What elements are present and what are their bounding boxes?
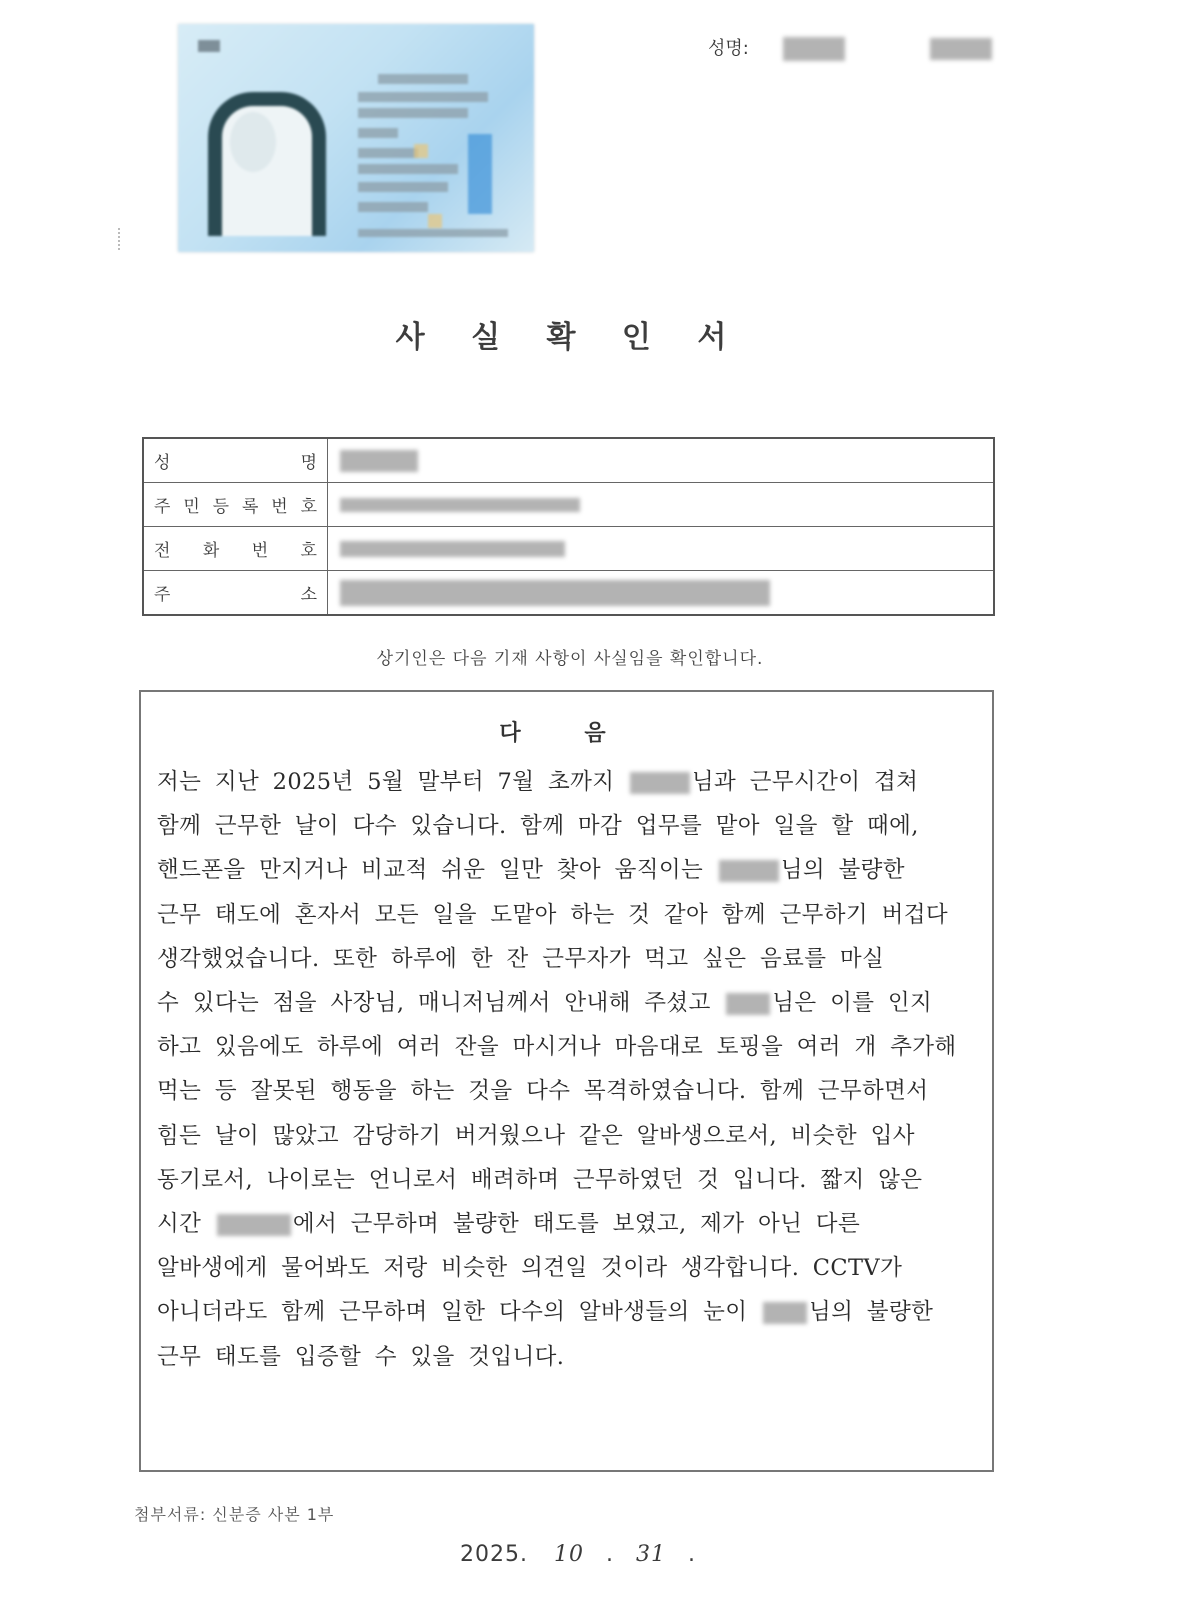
date-year: 2025. [460,1542,528,1567]
value-resident-number [328,483,995,527]
body-heading: 다 음 [499,721,634,746]
top-name-label: 성명: [708,38,749,59]
id-photo-face [230,112,276,172]
redacted-name [719,860,779,882]
value-name [328,438,995,483]
id-card-copy-image [178,24,534,252]
top-name-field [708,34,992,61]
redacted-workplace [217,1214,291,1236]
date-sep: . [605,1542,614,1567]
redacted-signature [930,38,992,60]
confirmation-statement: 상기인은 다음 기재 사항이 사실임을 확인합니다. [376,649,764,669]
label-name: 성 명 [143,438,328,483]
statement-line: 시간 에서 근무하며 불량한 태도를 보였고, 제가 아닌 다른 [157,1211,861,1238]
id-card-tag [198,40,220,52]
label-phone: 전 화 번 호 [143,527,328,571]
statement-line: 근무 태도에 혼자서 모든 일을 도맡아 하는 것 같아 함께 근무하기 버겁다 [157,901,948,928]
label-resident-number: 주 민 등 록 번 호 [143,483,328,527]
table-row-address [143,571,994,616]
redacted-name [763,1302,807,1324]
statement-line: 아니더라도 함께 근무하며 일한 다수의 알바생들의 눈이 님의 불량한 [157,1299,934,1326]
table-row-phone [143,527,994,571]
statement-line: 동기로서, 나이로는 언니로서 배려하며 근무하였던 것 입니다. 짧지 않은 [157,1166,923,1193]
statement-line: 핸드폰을 만지거나 비교적 쉬운 일만 찾아 움직이는 님의 불량한 [157,857,905,884]
statement-line: 수 있다는 점을 사장님, 매니저님께서 안내해 주셨고 님은 이를 인지 [157,990,933,1017]
statement-line: 알바생에게 물어봐도 저랑 비슷한 의견일 것이라 생각합니다. CCTV가 [157,1255,903,1282]
handwritten-statement [157,760,983,1379]
statement-line: 먹는 등 잘못된 행동을 하는 것을 다수 목격하였습니다. 함께 근무하면서 [157,1078,929,1105]
label-address: 주 소 [143,571,328,616]
statement-line: 힘든 날이 많았고 감당하기 버거웠으나 같은 알바생으로서, 비슷한 입사 [157,1122,915,1149]
statement-line: 함께 근무한 날이 다수 있습니다. 함께 마감 업무를 맡아 일을 할 때에, [157,813,919,840]
statement-body-box [139,690,994,1472]
document-date [460,1542,696,1567]
value-phone [328,527,995,571]
table-row-resident-number [143,483,994,527]
date-sep: . [687,1542,696,1567]
date-month: 10 [553,1542,584,1567]
statement-line: 저는 지난 2025년 5월 말부터 7월 초까지 님과 근무시간이 겹쳐 [157,769,919,795]
value-address [328,571,995,616]
date-day: 31 [635,1542,666,1567]
statement-line: 근무 태도를 입증할 수 있을 것입니다. [157,1343,565,1370]
table-row-name [143,438,994,483]
statement-line: 하고 있음에도 하루에 여러 잔을 마시거나 마음대로 토핑을 여러 개 추가해 [157,1034,957,1061]
personal-info-table [142,437,995,616]
redacted-name [630,772,690,794]
attachment-note: 첨부서류: 신분증 사본 1부 [134,1505,335,1524]
redacted-name [726,993,770,1015]
id-card-seal [468,134,492,214]
document-title: 사 실 확 인 서 [395,320,745,355]
margin-mark [118,228,122,250]
redacted-name [783,37,845,61]
statement-line: 생각했었습니다. 또한 하루에 한 잔 근무자가 먹고 싶은 음료를 마실 [157,945,885,972]
